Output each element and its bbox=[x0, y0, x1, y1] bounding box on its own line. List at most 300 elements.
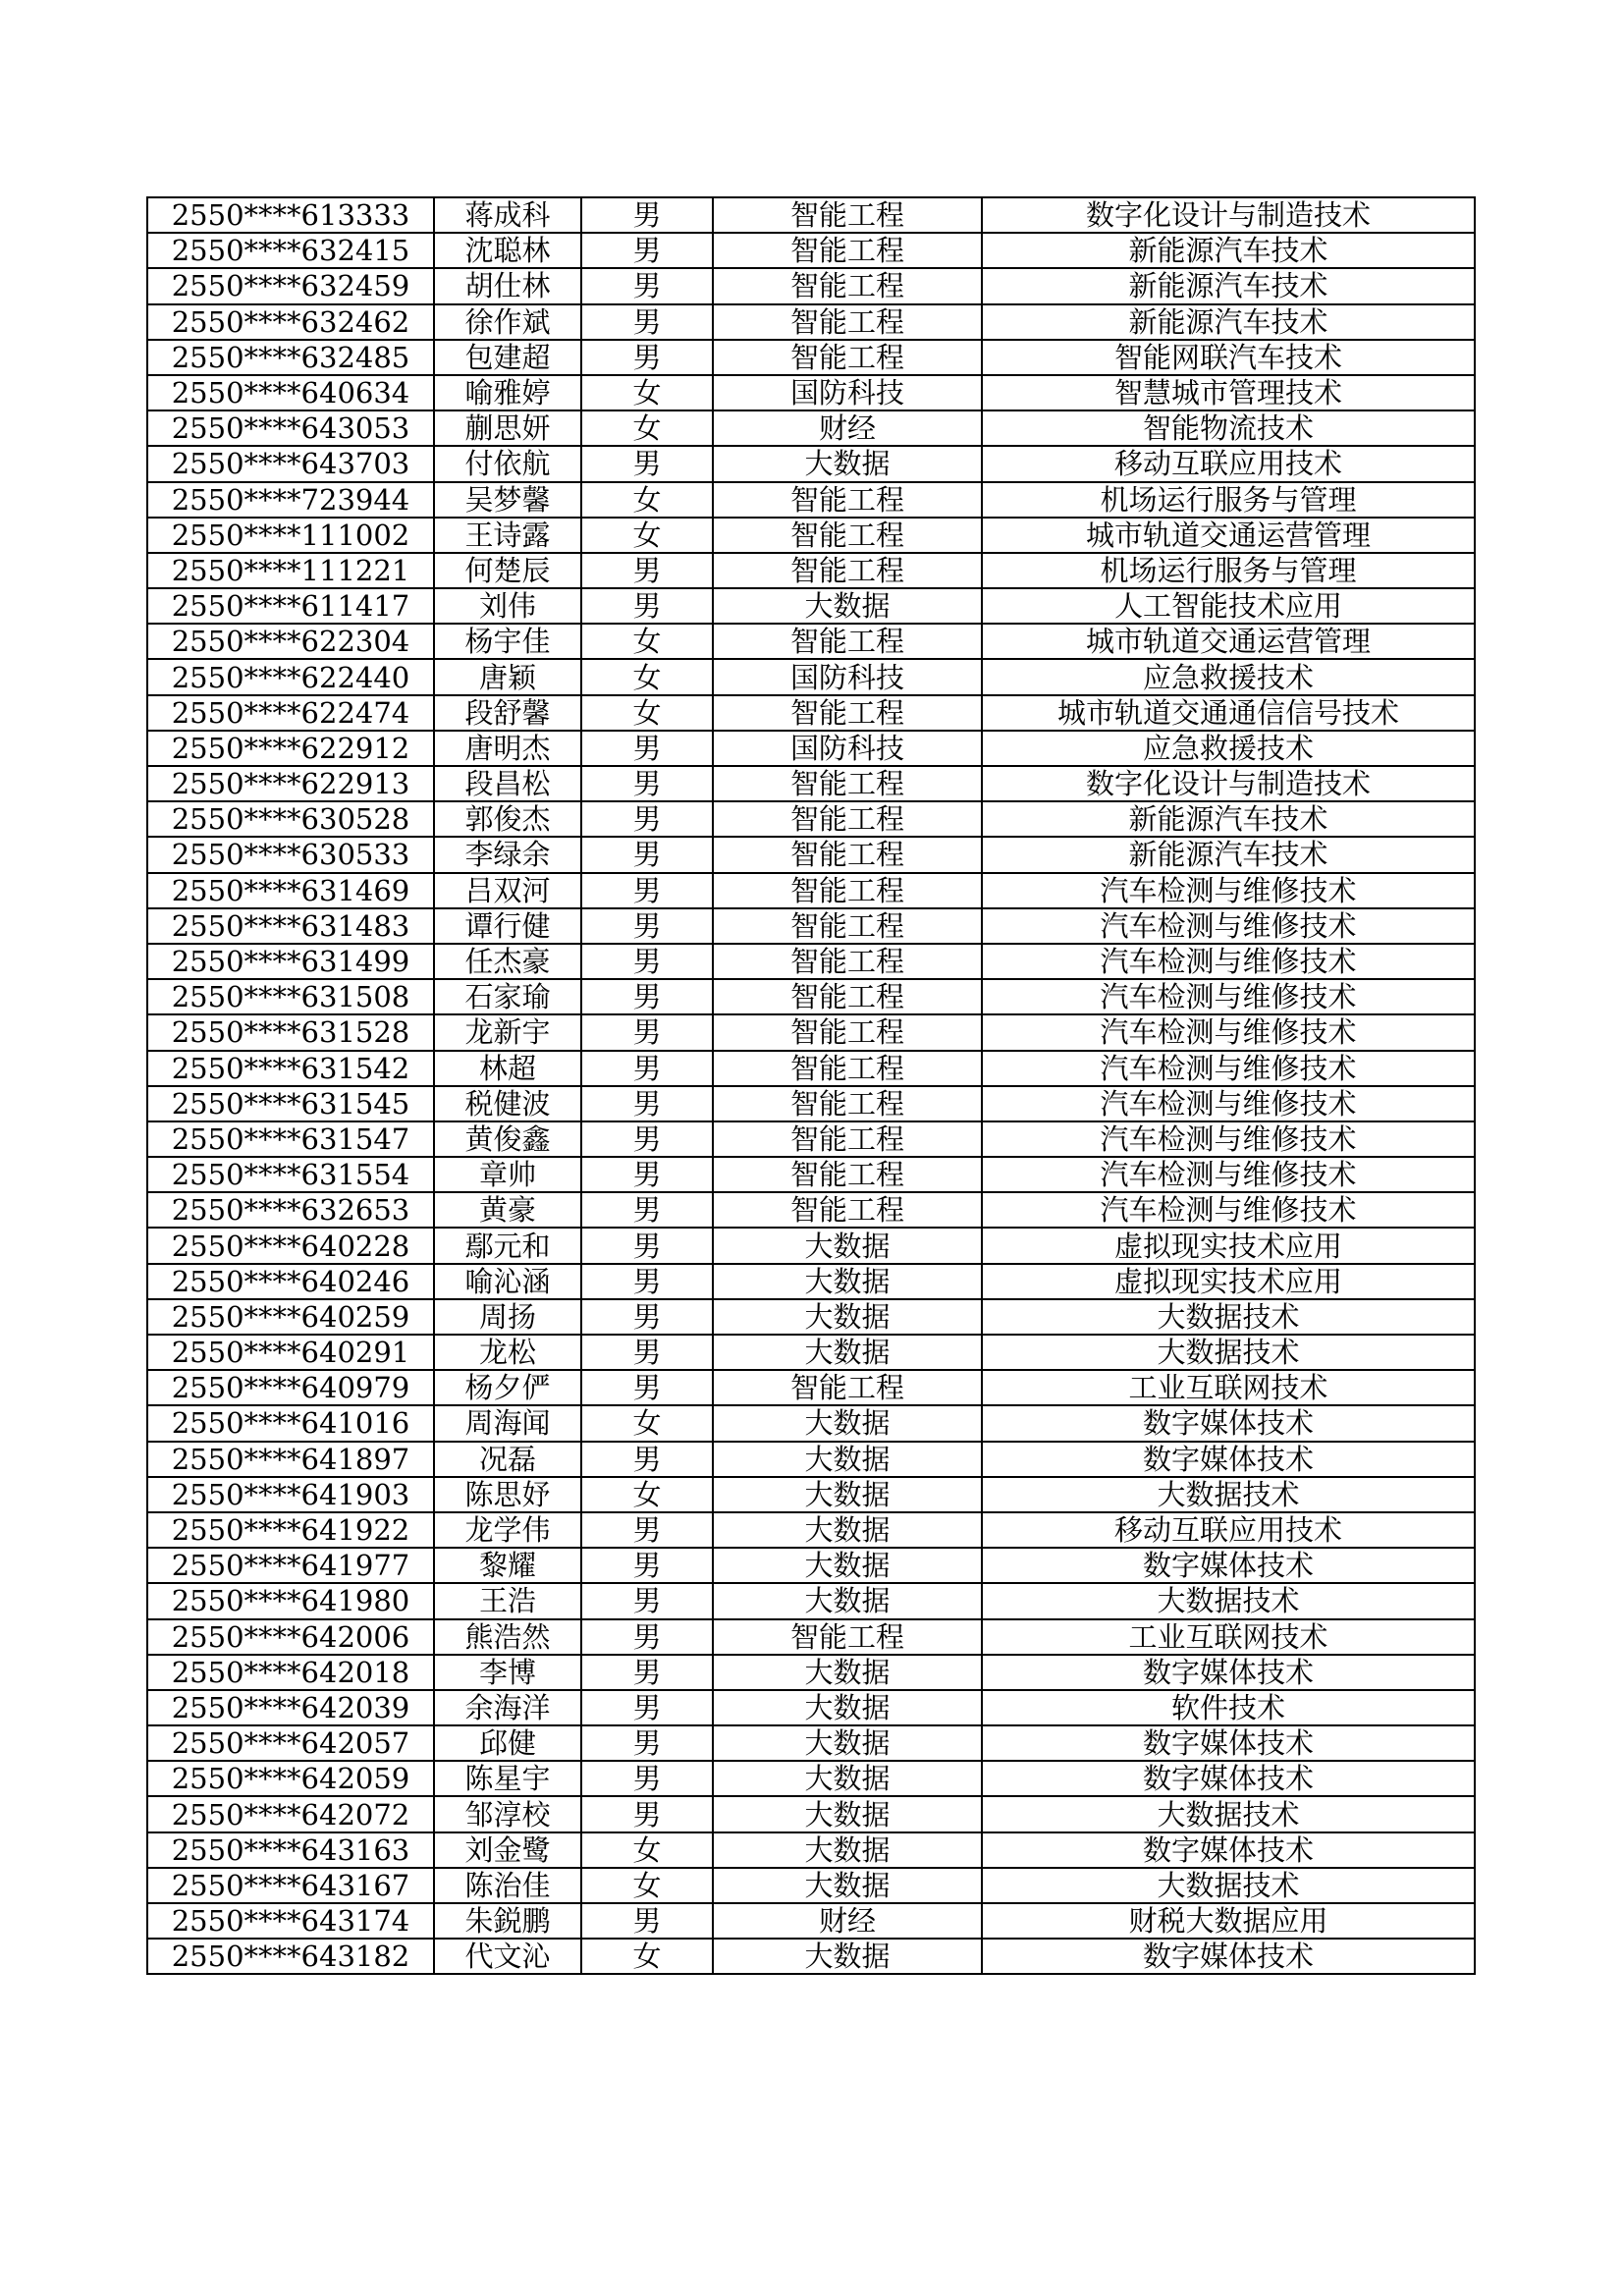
gender-cell: 男 bbox=[581, 837, 713, 872]
student-id-cell: 2550****622304 bbox=[147, 624, 434, 659]
college-cell: 智能工程 bbox=[713, 1192, 982, 1228]
table-row bbox=[147, 944, 1475, 979]
gender-cell: 男 bbox=[581, 1192, 713, 1228]
gender-cell: 男 bbox=[581, 588, 713, 624]
student-id-cell: 2550****632485 bbox=[147, 340, 434, 375]
gender-cell: 男 bbox=[581, 446, 713, 481]
gender-cell: 女 bbox=[581, 695, 713, 731]
college-cell: 大数据 bbox=[713, 1335, 982, 1370]
table-row bbox=[147, 766, 1475, 801]
gender-cell: 女 bbox=[581, 1868, 713, 1903]
student-id-cell: 2550****643167 bbox=[147, 1868, 434, 1903]
college-cell: 大数据 bbox=[713, 1228, 982, 1263]
major-cell: 人工智能技术应用 bbox=[982, 588, 1475, 624]
college-cell: 智能工程 bbox=[713, 908, 982, 944]
major-cell: 大数据技术 bbox=[982, 1299, 1475, 1335]
gender-cell: 男 bbox=[581, 1796, 713, 1831]
table-row bbox=[147, 1761, 1475, 1796]
college-cell: 智能工程 bbox=[713, 695, 982, 731]
table-row bbox=[147, 410, 1475, 446]
college-cell: 智能工程 bbox=[713, 1014, 982, 1050]
gender-cell: 男 bbox=[581, 197, 713, 233]
gender-cell: 男 bbox=[581, 1761, 713, 1796]
name-cell: 龙新宇 bbox=[434, 1014, 581, 1050]
name-cell: 王浩 bbox=[434, 1583, 581, 1618]
major-cell: 汽车检测与维修技术 bbox=[982, 1086, 1475, 1121]
table-row bbox=[147, 518, 1475, 553]
college-cell: 智能工程 bbox=[713, 197, 982, 233]
gender-cell: 男 bbox=[581, 1725, 713, 1761]
major-cell: 汽车检测与维修技术 bbox=[982, 908, 1475, 944]
table-row bbox=[147, 375, 1475, 410]
student-id-cell: 2550****622474 bbox=[147, 695, 434, 731]
gender-cell: 男 bbox=[581, 1583, 713, 1618]
college-cell: 智能工程 bbox=[713, 801, 982, 837]
college-cell: 大数据 bbox=[713, 1442, 982, 1477]
name-cell: 谭行健 bbox=[434, 908, 581, 944]
gender-cell: 男 bbox=[581, 1086, 713, 1121]
college-cell: 大数据 bbox=[713, 1655, 982, 1690]
gender-cell: 男 bbox=[581, 731, 713, 766]
major-cell: 机场运行服务与管理 bbox=[982, 553, 1475, 588]
major-cell: 汽车检测与维修技术 bbox=[982, 1157, 1475, 1192]
student-id-cell: 2550****642072 bbox=[147, 1796, 434, 1831]
name-cell: 龙松 bbox=[434, 1335, 581, 1370]
student-id-cell: 2550****631528 bbox=[147, 1014, 434, 1050]
college-cell: 大数据 bbox=[713, 1548, 982, 1583]
name-cell: 喻雅婷 bbox=[434, 375, 581, 410]
name-cell: 沈聪林 bbox=[434, 233, 581, 268]
major-cell: 新能源汽车技术 bbox=[982, 304, 1475, 340]
major-cell: 机场运行服务与管理 bbox=[982, 482, 1475, 518]
student-id-cell: 2550****622440 bbox=[147, 659, 434, 694]
name-cell: 黎耀 bbox=[434, 1548, 581, 1583]
major-cell: 汽车检测与维修技术 bbox=[982, 1051, 1475, 1086]
name-cell: 邱健 bbox=[434, 1725, 581, 1761]
table-row bbox=[147, 1405, 1475, 1441]
gender-cell: 男 bbox=[581, 304, 713, 340]
table-row bbox=[147, 553, 1475, 588]
college-cell: 智能工程 bbox=[713, 482, 982, 518]
major-cell: 工业互联网技术 bbox=[982, 1370, 1475, 1405]
major-cell: 城市轨道交通运营管理 bbox=[982, 624, 1475, 659]
major-cell: 智慧城市管理技术 bbox=[982, 375, 1475, 410]
table-row bbox=[147, 1477, 1475, 1512]
college-cell: 大数据 bbox=[713, 1796, 982, 1831]
name-cell: 喻沁涵 bbox=[434, 1264, 581, 1299]
table-row bbox=[147, 1868, 1475, 1903]
gender-cell: 男 bbox=[581, 1370, 713, 1405]
college-cell: 智能工程 bbox=[713, 624, 982, 659]
name-cell: 况磊 bbox=[434, 1442, 581, 1477]
gender-cell: 男 bbox=[581, 1655, 713, 1690]
college-cell: 大数据 bbox=[713, 1264, 982, 1299]
table-row bbox=[147, 588, 1475, 624]
major-cell: 智能网联汽车技术 bbox=[982, 340, 1475, 375]
gender-cell: 男 bbox=[581, 1157, 713, 1192]
gender-cell: 男 bbox=[581, 1690, 713, 1725]
table-row bbox=[147, 446, 1475, 481]
college-cell: 智能工程 bbox=[713, 873, 982, 908]
gender-cell: 男 bbox=[581, 1903, 713, 1939]
student-id-cell: 2550****642039 bbox=[147, 1690, 434, 1725]
gender-cell: 男 bbox=[581, 1228, 713, 1263]
major-cell: 数字媒体技术 bbox=[982, 1655, 1475, 1690]
table-row bbox=[147, 1051, 1475, 1086]
student-id-cell: 2550****640259 bbox=[147, 1299, 434, 1335]
table-row bbox=[147, 1192, 1475, 1228]
name-cell: 陈治佳 bbox=[434, 1868, 581, 1903]
student-id-cell: 2550****641016 bbox=[147, 1405, 434, 1441]
name-cell: 杨宇佳 bbox=[434, 624, 581, 659]
name-cell: 唐颖 bbox=[434, 659, 581, 694]
major-cell: 数字媒体技术 bbox=[982, 1725, 1475, 1761]
gender-cell: 男 bbox=[581, 801, 713, 837]
name-cell: 蒋成科 bbox=[434, 197, 581, 233]
name-cell: 王诗露 bbox=[434, 518, 581, 553]
major-cell: 汽车检测与维修技术 bbox=[982, 1121, 1475, 1157]
name-cell: 付依航 bbox=[434, 446, 581, 481]
major-cell: 城市轨道交通运营管理 bbox=[982, 518, 1475, 553]
major-cell: 虚拟现实技术应用 bbox=[982, 1264, 1475, 1299]
table-row bbox=[147, 659, 1475, 694]
major-cell: 新能源汽车技术 bbox=[982, 233, 1475, 268]
name-cell: 黄俊鑫 bbox=[434, 1121, 581, 1157]
student-id-cell: 2550****641897 bbox=[147, 1442, 434, 1477]
student-id-cell: 2550****640291 bbox=[147, 1335, 434, 1370]
college-cell: 财经 bbox=[713, 1903, 982, 1939]
gender-cell: 男 bbox=[581, 1051, 713, 1086]
major-cell: 数字化设计与制造技术 bbox=[982, 197, 1475, 233]
table-row bbox=[147, 624, 1475, 659]
name-cell: 包建超 bbox=[434, 340, 581, 375]
table-row bbox=[147, 1335, 1475, 1370]
table-row bbox=[147, 731, 1475, 766]
name-cell: 李绿余 bbox=[434, 837, 581, 872]
table-row bbox=[147, 482, 1475, 518]
name-cell: 黄豪 bbox=[434, 1192, 581, 1228]
table-row bbox=[147, 233, 1475, 268]
major-cell: 大数据技术 bbox=[982, 1796, 1475, 1831]
name-cell: 陈思妤 bbox=[434, 1477, 581, 1512]
name-cell: 章帅 bbox=[434, 1157, 581, 1192]
college-cell: 智能工程 bbox=[713, 766, 982, 801]
major-cell: 数字媒体技术 bbox=[982, 1761, 1475, 1796]
table-row bbox=[147, 1014, 1475, 1050]
college-cell: 智能工程 bbox=[713, 553, 982, 588]
table-row bbox=[147, 268, 1475, 303]
table-row bbox=[147, 801, 1475, 837]
student-id-cell: 2550****640246 bbox=[147, 1264, 434, 1299]
table-row bbox=[147, 1264, 1475, 1299]
name-cell: 吕双河 bbox=[434, 873, 581, 908]
student-id-cell: 2550****641977 bbox=[147, 1548, 434, 1583]
name-cell: 杨夕俨 bbox=[434, 1370, 581, 1405]
gender-cell: 女 bbox=[581, 375, 713, 410]
student-id-cell: 2550****643163 bbox=[147, 1832, 434, 1868]
name-cell: 刘伟 bbox=[434, 588, 581, 624]
name-cell: 周扬 bbox=[434, 1299, 581, 1335]
gender-cell: 男 bbox=[581, 908, 713, 944]
college-cell: 国防科技 bbox=[713, 375, 982, 410]
college-cell: 大数据 bbox=[713, 1512, 982, 1548]
college-cell: 大数据 bbox=[713, 1832, 982, 1868]
table-row bbox=[147, 873, 1475, 908]
name-cell: 蒯思妍 bbox=[434, 410, 581, 446]
gender-cell: 男 bbox=[581, 1264, 713, 1299]
student-id-cell: 2550****111002 bbox=[147, 518, 434, 553]
gender-cell: 男 bbox=[581, 1619, 713, 1655]
name-cell: 胡仕林 bbox=[434, 268, 581, 303]
college-cell: 智能工程 bbox=[713, 1370, 982, 1405]
major-cell: 数字媒体技术 bbox=[982, 1548, 1475, 1583]
gender-cell: 男 bbox=[581, 1014, 713, 1050]
table-row bbox=[147, 1442, 1475, 1477]
gender-cell: 女 bbox=[581, 659, 713, 694]
major-cell: 汽车检测与维修技术 bbox=[982, 873, 1475, 908]
college-cell: 智能工程 bbox=[713, 1121, 982, 1157]
student-id-cell: 2550****641903 bbox=[147, 1477, 434, 1512]
gender-cell: 男 bbox=[581, 233, 713, 268]
table-row bbox=[147, 1583, 1475, 1618]
student-id-cell: 2550****643053 bbox=[147, 410, 434, 446]
major-cell: 数字媒体技术 bbox=[982, 1405, 1475, 1441]
college-cell: 智能工程 bbox=[713, 979, 982, 1014]
major-cell: 大数据技术 bbox=[982, 1335, 1475, 1370]
name-cell: 唐明杰 bbox=[434, 731, 581, 766]
major-cell: 新能源汽车技术 bbox=[982, 837, 1475, 872]
student-id-cell: 2550****622912 bbox=[147, 731, 434, 766]
student-id-cell: 2550****631545 bbox=[147, 1086, 434, 1121]
table-row bbox=[147, 1796, 1475, 1831]
student-id-cell: 2550****642018 bbox=[147, 1655, 434, 1690]
college-cell: 大数据 bbox=[713, 1725, 982, 1761]
student-id-cell: 2550****631547 bbox=[147, 1121, 434, 1157]
college-cell: 大数据 bbox=[713, 1939, 982, 1974]
name-cell: 陈星宇 bbox=[434, 1761, 581, 1796]
name-cell: 林超 bbox=[434, 1051, 581, 1086]
student-id-cell: 2550****641980 bbox=[147, 1583, 434, 1618]
student-id-cell: 2550****632653 bbox=[147, 1192, 434, 1228]
major-cell: 汽车检测与维修技术 bbox=[982, 944, 1475, 979]
college-cell: 智能工程 bbox=[713, 518, 982, 553]
name-cell: 鄢元和 bbox=[434, 1228, 581, 1263]
student-id-cell: 2550****111221 bbox=[147, 553, 434, 588]
name-cell: 税健波 bbox=[434, 1086, 581, 1121]
name-cell: 龙学伟 bbox=[434, 1512, 581, 1548]
major-cell: 大数据技术 bbox=[982, 1583, 1475, 1618]
major-cell: 数字媒体技术 bbox=[982, 1832, 1475, 1868]
gender-cell: 女 bbox=[581, 518, 713, 553]
student-id-cell: 2550****723944 bbox=[147, 482, 434, 518]
student-id-cell: 2550****641922 bbox=[147, 1512, 434, 1548]
student-id-cell: 2550****632415 bbox=[147, 233, 434, 268]
student-id-cell: 2550****630533 bbox=[147, 837, 434, 872]
college-cell: 大数据 bbox=[713, 1405, 982, 1441]
name-cell: 代文沁 bbox=[434, 1939, 581, 1974]
gender-cell: 女 bbox=[581, 624, 713, 659]
college-cell: 国防科技 bbox=[713, 731, 982, 766]
table-row bbox=[147, 1121, 1475, 1157]
name-cell: 李博 bbox=[434, 1655, 581, 1690]
major-cell: 智能物流技术 bbox=[982, 410, 1475, 446]
gender-cell: 男 bbox=[581, 1512, 713, 1548]
table-row bbox=[147, 1655, 1475, 1690]
student-id-cell: 2550****613333 bbox=[147, 197, 434, 233]
table-row bbox=[147, 1157, 1475, 1192]
college-cell: 大数据 bbox=[713, 1761, 982, 1796]
major-cell: 移动互联应用技术 bbox=[982, 446, 1475, 481]
college-cell: 智能工程 bbox=[713, 233, 982, 268]
student-id-cell: 2550****631508 bbox=[147, 979, 434, 1014]
major-cell: 新能源汽车技术 bbox=[982, 268, 1475, 303]
gender-cell: 男 bbox=[581, 268, 713, 303]
major-cell: 大数据技术 bbox=[982, 1868, 1475, 1903]
gender-cell: 男 bbox=[581, 944, 713, 979]
college-cell: 智能工程 bbox=[713, 340, 982, 375]
college-cell: 智能工程 bbox=[713, 837, 982, 872]
gender-cell: 男 bbox=[581, 553, 713, 588]
table-row bbox=[147, 340, 1475, 375]
major-cell: 数字媒体技术 bbox=[982, 1442, 1475, 1477]
name-cell: 任杰豪 bbox=[434, 944, 581, 979]
student-id-cell: 2550****631483 bbox=[147, 908, 434, 944]
name-cell: 石家瑜 bbox=[434, 979, 581, 1014]
student-id-cell: 2550****622913 bbox=[147, 766, 434, 801]
gender-cell: 女 bbox=[581, 1832, 713, 1868]
major-cell: 数字媒体技术 bbox=[982, 1939, 1475, 1974]
name-cell: 朱鋭鹏 bbox=[434, 1903, 581, 1939]
student-id-cell: 2550****631469 bbox=[147, 873, 434, 908]
major-cell: 数字化设计与制造技术 bbox=[982, 766, 1475, 801]
college-cell: 智能工程 bbox=[713, 268, 982, 303]
gender-cell: 女 bbox=[581, 1939, 713, 1974]
student-id-cell: 2550****643174 bbox=[147, 1903, 434, 1939]
table-row bbox=[147, 1548, 1475, 1583]
major-cell: 虚拟现实技术应用 bbox=[982, 1228, 1475, 1263]
name-cell: 徐作斌 bbox=[434, 304, 581, 340]
major-cell: 工业互联网技术 bbox=[982, 1619, 1475, 1655]
table-row bbox=[147, 1690, 1475, 1725]
student-id-cell: 2550****611417 bbox=[147, 588, 434, 624]
student-id-cell: 2550****631542 bbox=[147, 1051, 434, 1086]
major-cell: 汽车检测与维修技术 bbox=[982, 1014, 1475, 1050]
table-row bbox=[147, 1832, 1475, 1868]
table-row bbox=[147, 1725, 1475, 1761]
gender-cell: 女 bbox=[581, 410, 713, 446]
student-id-cell: 2550****631554 bbox=[147, 1157, 434, 1192]
name-cell: 段舒馨 bbox=[434, 695, 581, 731]
major-cell: 城市轨道交通通信信号技术 bbox=[982, 695, 1475, 731]
major-cell: 汽车检测与维修技术 bbox=[982, 979, 1475, 1014]
name-cell: 段昌松 bbox=[434, 766, 581, 801]
college-cell: 智能工程 bbox=[713, 944, 982, 979]
college-cell: 大数据 bbox=[713, 588, 982, 624]
table-row bbox=[147, 1228, 1475, 1263]
table-row bbox=[147, 1086, 1475, 1121]
major-cell: 软件技术 bbox=[982, 1690, 1475, 1725]
name-cell: 余海洋 bbox=[434, 1690, 581, 1725]
major-cell: 应急救援技术 bbox=[982, 731, 1475, 766]
student-id-cell: 2550****640228 bbox=[147, 1228, 434, 1263]
college-cell: 财经 bbox=[713, 410, 982, 446]
table-row bbox=[147, 1903, 1475, 1939]
name-cell: 刘金鹭 bbox=[434, 1832, 581, 1868]
table-row bbox=[147, 1299, 1475, 1335]
student-id-cell: 2550****643182 bbox=[147, 1939, 434, 1974]
table-row bbox=[147, 1512, 1475, 1548]
table-row bbox=[147, 695, 1475, 731]
name-cell: 周海闻 bbox=[434, 1405, 581, 1441]
table-row bbox=[147, 837, 1475, 872]
college-cell: 大数据 bbox=[713, 1868, 982, 1903]
major-cell: 应急救援技术 bbox=[982, 659, 1475, 694]
gender-cell: 男 bbox=[581, 1299, 713, 1335]
name-cell: 邹淳校 bbox=[434, 1796, 581, 1831]
table-row bbox=[147, 908, 1475, 944]
table-row bbox=[147, 304, 1475, 340]
student-id-cell: 2550****640979 bbox=[147, 1370, 434, 1405]
roster-body bbox=[147, 197, 1475, 1974]
student-id-cell: 2550****643703 bbox=[147, 446, 434, 481]
major-cell: 移动互联应用技术 bbox=[982, 1512, 1475, 1548]
name-cell: 熊浩然 bbox=[434, 1619, 581, 1655]
college-cell: 大数据 bbox=[713, 1690, 982, 1725]
major-cell: 汽车检测与维修技术 bbox=[982, 1192, 1475, 1228]
gender-cell: 男 bbox=[581, 979, 713, 1014]
major-cell: 大数据技术 bbox=[982, 1477, 1475, 1512]
student-roster-table bbox=[146, 196, 1476, 1975]
name-cell: 吴梦馨 bbox=[434, 482, 581, 518]
college-cell: 智能工程 bbox=[713, 1051, 982, 1086]
gender-cell: 男 bbox=[581, 766, 713, 801]
student-id-cell: 2550****642057 bbox=[147, 1725, 434, 1761]
gender-cell: 男 bbox=[581, 1548, 713, 1583]
college-cell: 智能工程 bbox=[713, 304, 982, 340]
table-row bbox=[147, 1370, 1475, 1405]
table-row bbox=[147, 197, 1475, 233]
college-cell: 大数据 bbox=[713, 1299, 982, 1335]
major-cell: 新能源汽车技术 bbox=[982, 801, 1475, 837]
college-cell: 智能工程 bbox=[713, 1619, 982, 1655]
student-id-cell: 2550****631499 bbox=[147, 944, 434, 979]
college-cell: 大数据 bbox=[713, 1477, 982, 1512]
student-id-cell: 2550****632462 bbox=[147, 304, 434, 340]
table-row bbox=[147, 1619, 1475, 1655]
gender-cell: 女 bbox=[581, 482, 713, 518]
college-cell: 大数据 bbox=[713, 1583, 982, 1618]
gender-cell: 男 bbox=[581, 1442, 713, 1477]
major-cell: 财税大数据应用 bbox=[982, 1903, 1475, 1939]
gender-cell: 男 bbox=[581, 1121, 713, 1157]
student-id-cell: 2550****642006 bbox=[147, 1619, 434, 1655]
college-cell: 国防科技 bbox=[713, 659, 982, 694]
gender-cell: 女 bbox=[581, 1405, 713, 1441]
student-id-cell: 2550****642059 bbox=[147, 1761, 434, 1796]
gender-cell: 女 bbox=[581, 1477, 713, 1512]
gender-cell: 男 bbox=[581, 340, 713, 375]
table-row bbox=[147, 979, 1475, 1014]
name-cell: 郭俊杰 bbox=[434, 801, 581, 837]
gender-cell: 男 bbox=[581, 873, 713, 908]
college-cell: 智能工程 bbox=[713, 1086, 982, 1121]
table-row bbox=[147, 1939, 1475, 1974]
college-cell: 大数据 bbox=[713, 446, 982, 481]
student-id-cell: 2550****640634 bbox=[147, 375, 434, 410]
name-cell: 何楚辰 bbox=[434, 553, 581, 588]
student-id-cell: 2550****630528 bbox=[147, 801, 434, 837]
college-cell: 智能工程 bbox=[713, 1157, 982, 1192]
